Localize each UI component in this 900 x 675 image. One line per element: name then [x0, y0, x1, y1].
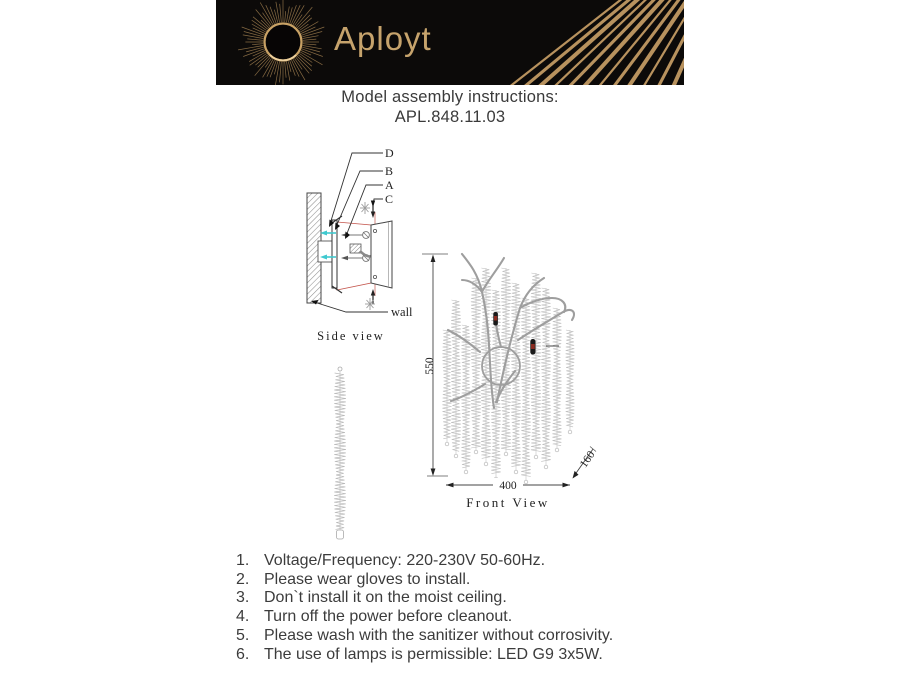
bottom-screw — [365, 289, 375, 310]
item-number: 6. — [236, 645, 250, 663]
depth-dimension — [573, 447, 598, 479]
item-text: Don`t install it on the moist ceiling. — [264, 589, 507, 607]
detail-strand-drawing — [334, 367, 346, 539]
list-item — [236, 627, 613, 646]
part-label-c: C — [385, 192, 394, 206]
fixture-plate — [371, 221, 392, 288]
item-text: Voltage/Frequency: 220-230V 50-60Hz. — [264, 552, 546, 569]
assembly-diagram — [280, 140, 620, 540]
item-text: Turn off the power before cleanout. — [264, 608, 513, 626]
width-dimension — [446, 478, 570, 492]
brand-wordmark: Aployt — [334, 20, 432, 57]
instructions-list — [236, 552, 613, 664]
item-number: 4. — [236, 608, 250, 626]
item-number: 3. — [236, 589, 250, 607]
list-item — [236, 608, 613, 627]
item-number: 1. — [236, 552, 250, 569]
dim-depth-label: 160 — [577, 449, 598, 471]
model-number: APL.848.11.03 — [394, 108, 506, 126]
height-dimension — [422, 254, 448, 476]
front-view-caption: Front View — [466, 495, 550, 510]
item-text: The use of lamps is permissible: LED G9 3x5W. — [264, 645, 603, 663]
brand-banner — [216, 0, 684, 85]
crystal-strands — [442, 268, 574, 484]
front-view-drawing — [422, 254, 598, 510]
part-label-d: D — [385, 146, 394, 160]
list-item — [236, 571, 613, 590]
item-text: Please wash with the sanitizer without corrosivity. — [264, 626, 614, 644]
list-item — [236, 589, 613, 608]
item-number: 2. — [236, 570, 250, 588]
dim-width-label: 400 — [499, 480, 517, 492]
side-view-caption: Side view — [317, 329, 385, 343]
item-number: 5. — [236, 626, 250, 644]
side-view-drawing — [307, 146, 413, 343]
wall-label: wall — [391, 305, 413, 319]
page-title: Model assembly instructions: — [341, 88, 559, 106]
list-item — [236, 646, 613, 665]
list-item — [236, 552, 613, 571]
item-text: Please wear gloves to install. — [264, 570, 471, 588]
part-label-b: B — [385, 164, 394, 178]
part-label-a: A — [385, 178, 394, 192]
title-block — [0, 87, 900, 127]
dim-height-label: 550 — [424, 357, 436, 375]
